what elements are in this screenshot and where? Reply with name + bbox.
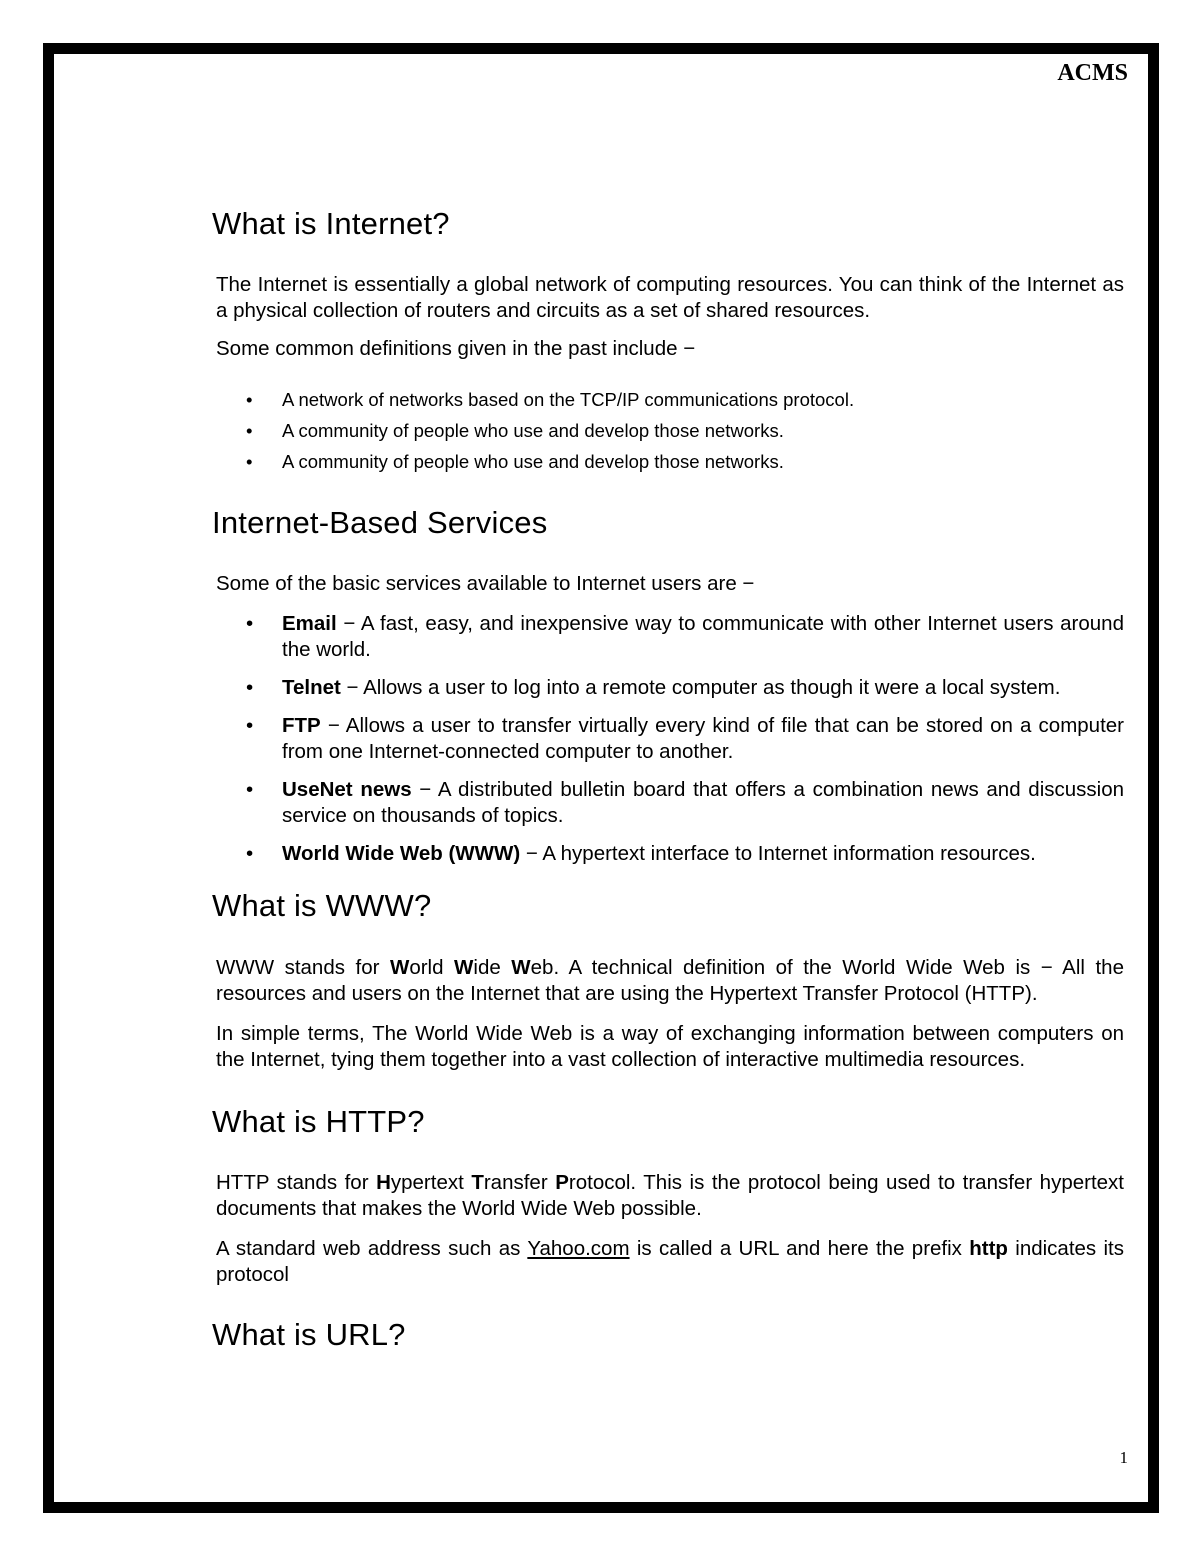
heading-what-is-url: What is URL? bbox=[212, 1316, 406, 1352]
heading-what-is-internet: What is Internet? bbox=[212, 206, 450, 241]
service-term: UseNet news bbox=[282, 778, 412, 802]
internet-para-2: Some common definitions given in the past include − bbox=[216, 337, 696, 361]
heading-what-is-www: What is WWW? bbox=[212, 888, 432, 924]
service-desc: − Allows a user to transfer virtually every kind of file that can be stored on a computer from one Internet-connected computer to another. bbox=[282, 714, 1124, 764]
definitions-list bbox=[212, 384, 1124, 477]
service-desc: − Allows a user to log into a remote computer as though it were a local system. bbox=[340, 676, 1061, 700]
page-number: 1 bbox=[1119, 1448, 1128, 1467]
document-body bbox=[212, 205, 1124, 1353]
services-intro: Some of the basic services available to Internet users are − bbox=[216, 572, 755, 596]
www-para-1: WWW stands for World Wide Web. A technical definition of the World Wide Web is − All the resources and users on the Internet that are using the Hypertext Transfer Protocol (HTTP). bbox=[216, 955, 1124, 1005]
yahoo-link[interactable]: Yahoo.com bbox=[527, 1236, 630, 1260]
list-item: • A community of people who use and develop those networks. bbox=[212, 415, 1124, 446]
service-term: World Wide Web (WWW) bbox=[282, 842, 521, 866]
service-term: Telnet bbox=[282, 676, 341, 700]
service-telnet bbox=[212, 675, 1124, 701]
service-desc: − A distributed bulletin board that offers a combination news and discussion service on thousands of topics. bbox=[282, 778, 1125, 828]
service-ftp bbox=[212, 713, 1124, 765]
www-para-2: In simple terms, The World Wide Web is a way of exchanging information between computers on the Internet, tying them together into a vast collection of interactive multimedia resources. bbox=[216, 1021, 1124, 1071]
service-term: Email bbox=[282, 612, 337, 636]
service-email bbox=[212, 611, 1124, 663]
services-list bbox=[212, 611, 1124, 867]
http-para-2: A standard web address such as Yahoo.com is called a URL and here the prefix http indicates its protocol bbox=[216, 1236, 1124, 1286]
service-term: FTP bbox=[282, 714, 321, 738]
list-item: • A community of people who use and develop those networks. bbox=[212, 446, 1124, 477]
service-desc: − A fast, easy, and inexpensive way to communicate with other Internet users around the world. bbox=[282, 612, 1124, 662]
service-usenet bbox=[212, 777, 1124, 829]
http-para-1: HTTP stands for Hypertext Transfer Protocol. This is the protocol being used to transfer hypertext documents that makes the World Wide Web possible. bbox=[216, 1170, 1124, 1220]
heading-internet-services: Internet-Based Services bbox=[212, 505, 548, 541]
internet-para-1: The Internet is essentially a global network of computing resources. You can think of the Internet as a physical collection of routers and circuits as a set of shared resources. bbox=[216, 273, 1124, 323]
service-www bbox=[212, 841, 1124, 867]
service-desc: − A hypertext interface to Internet information resources. bbox=[520, 842, 1036, 866]
list-item: • A network of networks based on the TCP/IP communications protocol. bbox=[212, 384, 1124, 415]
heading-what-is-http: What is HTTP? bbox=[212, 1103, 425, 1139]
header-label: ACMS bbox=[1057, 60, 1128, 86]
